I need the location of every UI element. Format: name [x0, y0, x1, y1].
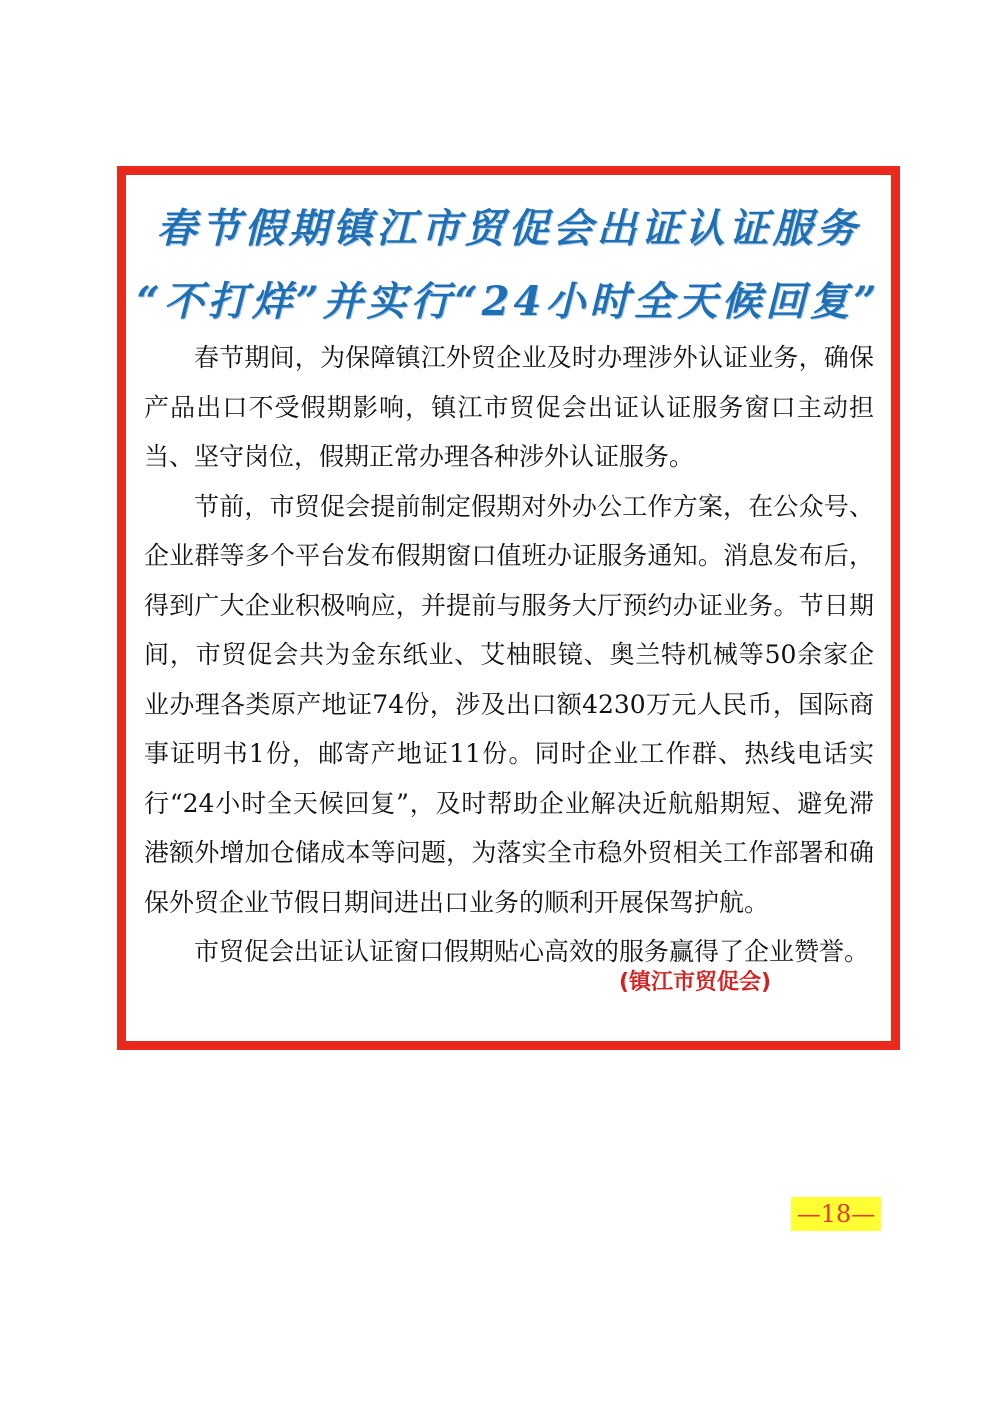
- article-title-line-2: “不打烊”并实行“24小时全天候回复”: [136, 278, 881, 325]
- paragraph-2: 节前，市贸促会提前制定假期对外办公工作方案，在公众号、企业群等多个平台发布假期窗口值班办证服务通知。消息发布后，得到广大企业积极响应，并提前与服务大厅预约办证业务。节日期间，市贸促会共为金东纸业、艾柚眼镜、奥兰特机械等50余家企业办理各类原产地证74份，涉及出口额4230万元人民币，国际商事证明书1份，邮寄产地证11份。同时企业工作群、热线电话实行“24小时全天候回复”，及时帮助企业解决近航船期短、避免滞港额外增加仓储成本等问题，为落实全市稳外贸相关工作部署和确保外贸企业节假日期间进出口业务的顺利开展保驾护航。: [144, 491, 874, 917]
- article-title-line-1: 春节假期镇江市贸促会出证认证服务: [156, 205, 861, 252]
- paragraph-3: 市贸促会出证认证窗口假期贴心高效的服务赢得了企业赞誉。: [194, 937, 870, 966]
- article-signature: (镇江市贸促会): [619, 970, 772, 995]
- page-number: —18—: [791, 1197, 881, 1231]
- paragraph-1: 春节期间，为保障镇江外贸企业及时办理涉外认证业务，确保产品出口不受假期影响，镇江市贸促会出证认证服务窗口主动担当、坚守岗位，假期正常办理各种涉外认证服务。: [144, 343, 874, 471]
- article-body: [144, 333, 874, 977]
- page-frame: [117, 166, 900, 1228]
